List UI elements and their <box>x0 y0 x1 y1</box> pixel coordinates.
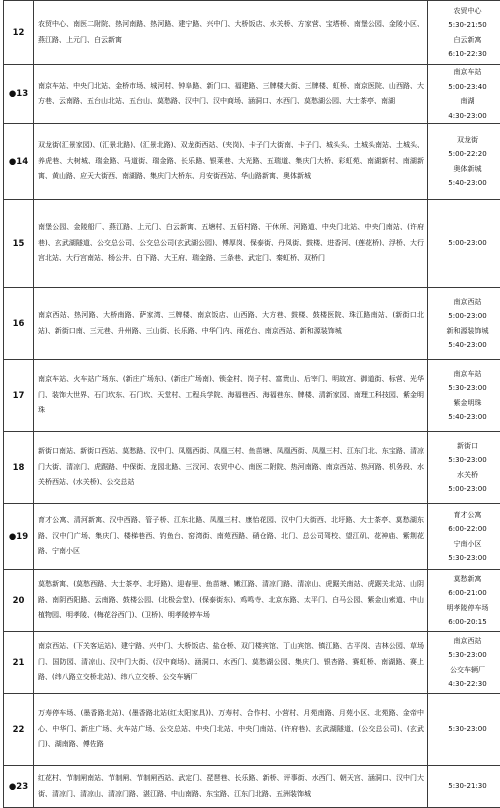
service-hours: 4:30-23:00 <box>428 109 500 124</box>
route-number: 16 <box>4 288 34 360</box>
terminal-name: 南京车站 <box>428 65 500 80</box>
service-hours: 5:00-23:00 <box>428 482 500 497</box>
service-hours: 5:30-21:50 <box>428 18 500 33</box>
route-number: ●13 <box>4 65 34 124</box>
service-hours: 4:30-22:30 <box>428 677 500 692</box>
route-number: ●14 <box>4 124 34 200</box>
terminal-name: 宁南小区 <box>428 537 500 552</box>
route-row <box>4 504 500 570</box>
terminal-name: 南京车站 <box>428 367 500 382</box>
route-number: 17 <box>4 360 34 432</box>
route-times <box>428 504 500 570</box>
route-row <box>4 1 500 65</box>
route-times <box>428 360 500 432</box>
route-number: ●19 <box>4 504 34 570</box>
route-stops: 南堡公园、金陵船厂、燕江路、上元门、白云新寓、五塘村、五佰村路、干休所、河路道、中央门北站、中央门南站、(许府巷)、玄武湖隧道、公交总公司、公交总公司(玄武湖公园)、傅厚岗、保泰街、丹凤街、鼓楼、进香河、(莲花桥)、浮桥、大行宫北站、大行宫南站、杨公井、白下路、大王府、瑞金路、三条巷、武定门、秦虹桥、双桥门 <box>34 200 428 288</box>
route-times <box>428 694 500 766</box>
route-row <box>4 570 500 632</box>
route-number: 18 <box>4 432 34 504</box>
route-times <box>428 200 500 288</box>
service-hours: 6:00-20:15 <box>428 615 500 630</box>
route-times <box>428 570 500 632</box>
route-row <box>4 432 500 504</box>
service-hours: 5:30-23:00 <box>428 381 500 396</box>
route-row <box>4 288 500 360</box>
terminal-name: 水关桥 <box>428 468 500 483</box>
route-number: ●23 <box>4 766 34 808</box>
route-stops: 南京西站、热河路、大桥南路、萨家湾、三牌楼、南京饭店、山西路、大方巷、鼓楼、鼓楼医院、珠江路南站、(新街口北站)、新街口南、三元巷、升州路、三山街、长乐路、中华门内、雨花台、南京西站、新和源装饰城 <box>34 288 428 360</box>
route-row <box>4 632 500 694</box>
route-row <box>4 200 500 288</box>
service-hours: 5:40-23:00 <box>428 176 500 191</box>
route-times <box>428 288 500 360</box>
route-number: 15 <box>4 200 34 288</box>
route-times <box>428 432 500 504</box>
route-stops: 莫愁新寓、(莫愁西路、大士茶亭、北圩路)、迎春里、鱼苗塘、嫩江路、清凉门路、清凉山、虎踞关南站、虎踞关北站、山阴路、南阴西阳路、云南路、鼓楼公园、(北极会堂)、(保泰街东)、鸡鸣寺、北京东路、太平门、白马公园、紫金山索道、中山植物园、明孝陵、(梅花谷西门)、(卫桥)、明孝陵停车场 <box>34 570 428 632</box>
route-stops: 万寿停车场、(墨香路北站)、(墨香路北站(红太阳家具))、万寿村、合作村、小营村、月苑南路、月苑小区、北苑路、金帝中心、中华门、新庄广场、火车站广场、公交总站、中央门北站、中央门南站、(许府巷)、玄武湖隧道、(公交总公司)、(玄武门)、湖南路、傅佐路 <box>34 694 428 766</box>
terminal-name: 南京西站 <box>428 634 500 649</box>
terminal-name: 莫愁新寓 <box>428 572 500 587</box>
terminal-name: 新街口 <box>428 439 500 454</box>
route-stops: 南京车站、火车站广场东、(新庄广场东)、(新庄广场南)、锁金村、岗子村、富贵山、后宰门、明故宫、御道街、标营、光华门、装饰大世界、石门坎东、石门坎、天堂村、工程兵学院、海福巷西、海福巷东、牌楼、清新家园、南理工科技园、紫金明珠 <box>34 360 428 432</box>
terminal-name: 双龙街 <box>428 133 500 148</box>
terminal-name: 公交车辆厂 <box>428 663 500 678</box>
service-hours: 6:00-22:00 <box>428 522 500 537</box>
route-stops: 新街口南站、新街口西站、莫愁路、汉中门、凤凰西街、凤凰三村、鱼苗塘、凤凰西街、凤凰三村、江东门北、东宝路、清凉门大街、清凉门、虎踞路、中保街、龙园北路、三汊河、农贸中心、南医二附院、热河南路、南京西站、热河路、机务段、水关桥西站、(水关桥)、公交总站 <box>34 432 428 504</box>
terminal-name: 白云新寓 <box>428 33 500 48</box>
route-times <box>428 124 500 200</box>
route-stops: 南京车站、中央门北站、金桥市场、城河村、钟阜路、新门口、福建路、三牌楼大街、三牌楼、虹桥、南京医院、山西路、大方巷、云南路、五台山北站、五台山、莫愁路、汉中门、汉中商场、涵洞口、水西门、莫愁湖公园、大士茶亭、南湖 <box>34 65 428 124</box>
service-hours: 5:30-23:00 <box>428 648 500 663</box>
route-row <box>4 124 500 200</box>
service-hours: 6:00-21:00 <box>428 586 500 601</box>
service-hours: 6:10-22:30 <box>428 47 500 62</box>
service-hours: 5:00-23:40 <box>428 80 500 95</box>
service-hours: 5:30-23:00 <box>428 551 500 566</box>
route-times <box>428 1 500 65</box>
terminal-name: 育才公寓 <box>428 508 500 523</box>
route-stops: 南京西站、(下关客运站)、建宁路、兴中门、大桥饭店、盐仓桥、双门楼宾馆、丁山宾馆、镇江路、古平岗、吉林公园、草场门、国防园、清凉山、汉中门大街、(汉中商场)、涵洞口、水西门、莫愁湖公园、集庆门、银杏路、赛虹桥、南湖路、赛上路、(纬八路立交桥北站)、纬八立交桥、公交车辆厂 <box>34 632 428 694</box>
route-stops: 双龙街(汇景家园)、(汇景北路)、(汇景北路)、双龙街西站、(夹岗)、卡子门大街南、卡子门、城头头、土城头南站、土城头、养虎巷、大树城、瑞金路、马道街、瑞金路、长乐路、银莱巷、大光路、五瑞道、集庆门大桥、彩虹苑、南湖新村、南湖新寓、黄山路、应天大街西、南湖路、集庆门大桥东、月安街西站、华山路新寓、奥体新城 <box>34 124 428 200</box>
service-hours: 5:30-23:00 <box>428 722 500 737</box>
service-hours: 5:30-23:00 <box>428 453 500 468</box>
route-row <box>4 360 500 432</box>
service-hours: 5:40-23:00 <box>428 338 500 353</box>
terminal-name: 南湖 <box>428 94 500 109</box>
terminal-name: 奥体新城 <box>428 162 500 177</box>
service-hours: 5:40-23:00 <box>428 410 500 425</box>
route-times <box>428 766 500 808</box>
terminal-name: 农贸中心 <box>428 4 500 19</box>
bus-route-table <box>3 0 500 808</box>
terminal-name: 明孝陵停车场 <box>428 601 500 616</box>
terminal-name: 紫金明珠 <box>428 396 500 411</box>
service-hours: 5:00-22:20 <box>428 147 500 162</box>
service-hours: 5:00-23:00 <box>428 236 500 251</box>
route-row <box>4 65 500 124</box>
route-number: 12 <box>4 1 34 65</box>
route-number: 21 <box>4 632 34 694</box>
route-stops: 育才公寓、清河新寓、汉中西路、管子桥、江东北路、凤凰三村、康怡花园、汉中门大街西、北圩路、大士茶亭、莫愁湖东路、汉中门广场、集庆门、楼梯巷西、钓鱼台、窑湾街、南苑西路、硝仓路、北门、总公司驾校、望江矶、花神庙、紫荆花路、宁南小区 <box>34 504 428 570</box>
route-stops: 红花村、节制闸南站、节制闸、节制闸西站、武定门、琵琶巷、长乐路、新桥、评事街、水西门、朝天宫、涵洞口、汉中门大街、清凉门、清凉山、清凉门路、湛江路、中山南路、东宝路、江东门北路、五洲装饰城 <box>34 766 428 808</box>
terminal-name: 新和源装饰城 <box>428 324 500 339</box>
route-row <box>4 694 500 766</box>
route-times <box>428 65 500 124</box>
terminal-name: 南京西站 <box>428 295 500 310</box>
route-times <box>428 632 500 694</box>
service-hours: 5:00-23:00 <box>428 309 500 324</box>
route-number: 22 <box>4 694 34 766</box>
route-number: 20 <box>4 570 34 632</box>
service-hours: 5:30-21:30 <box>428 779 500 794</box>
route-row <box>4 766 500 808</box>
route-stops: 农贸中心、南医二附院、热河南路、热河路、建宁路、兴中门、大桥饭店、水关桥、方家营、宝塔桥、南堡公园、金陵小区、燕江路、上元门、白云新寓 <box>34 1 428 65</box>
